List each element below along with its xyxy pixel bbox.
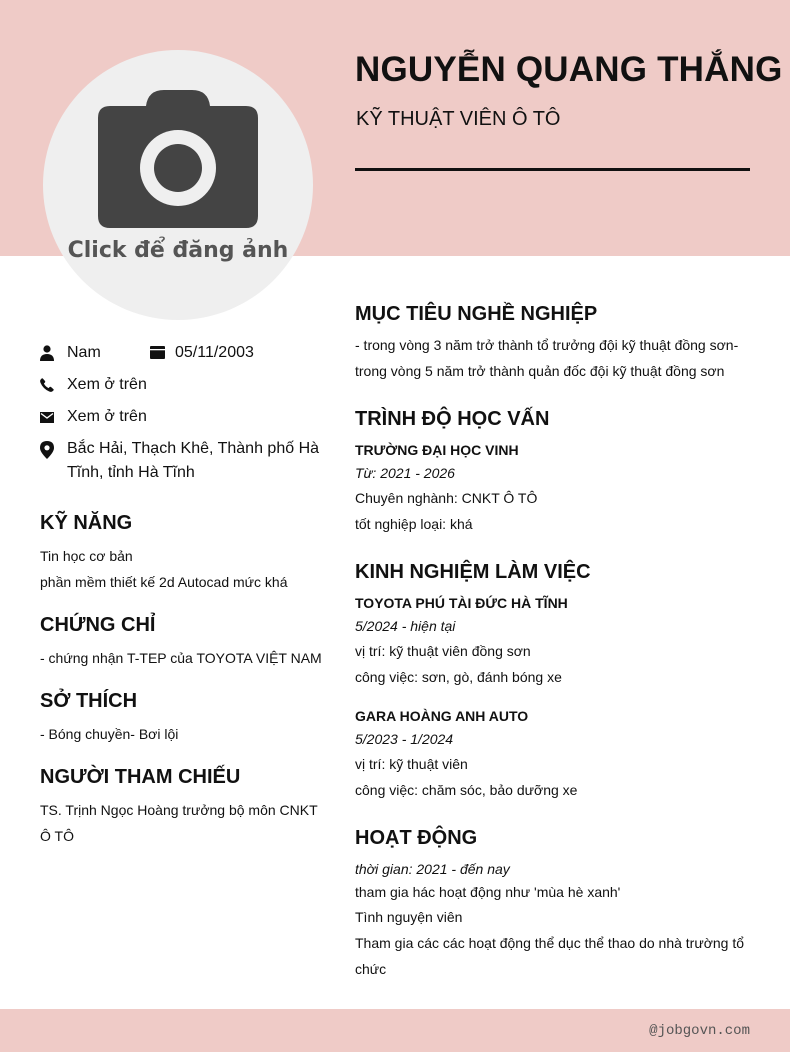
- address-line-2: Tĩnh, tỉnh Hà Tĩnh: [67, 464, 195, 481]
- gender-value: Nam: [67, 344, 101, 361]
- job-position: vị trí: kỹ thuật viên: [355, 756, 468, 772]
- objective-heading: MỤC TIÊU NGHỀ NGHIỆP: [355, 303, 598, 325]
- activity-line: chức: [355, 961, 387, 977]
- references-heading: NGƯỜI THAM CHIẾU: [40, 766, 241, 788]
- header-divider: [355, 168, 750, 171]
- avatar-upload[interactable]: [43, 50, 313, 320]
- mail-icon: [40, 412, 54, 423]
- footer-brand: @jobgovn.com: [649, 1023, 750, 1039]
- reference-line-1: TS. Trịnh Ngọc Hoàng trưởng bộ môn CNKT: [40, 802, 318, 818]
- job-position: vị trí: kỹ thuật viên đồng sơn: [355, 643, 531, 659]
- hobbies-heading: SỞ THÍCH: [40, 690, 138, 712]
- reference-line-2: Ô TÔ: [40, 828, 74, 844]
- activity-line: tham gia hác hoạt động như 'mùa hè xanh': [355, 884, 621, 900]
- objective-line-2: trong vòng 5 năm trở thành quản đốc đội kỹ thuật đồng sơn: [355, 363, 725, 379]
- skill-item: Tin học cơ bản: [40, 548, 133, 564]
- education-grade: tốt nghiệp loại: khá: [355, 516, 473, 532]
- experience-heading: KINH NGHIỆM LÀM VIỆC: [355, 561, 591, 583]
- certificate-item: - chứng nhận T-TEP của TOYOTA VIỆT NAM: [40, 650, 322, 666]
- activities-heading: HOẠT ĐỘNG: [355, 827, 478, 849]
- education-heading: TRÌNH ĐỘ HỌC VẤN: [355, 408, 550, 430]
- address-line-1: Bắc Hải, Thạch Khê, Thành phố Hà: [67, 440, 320, 457]
- job-company: GARA HOÀNG ANH AUTO: [355, 708, 529, 724]
- skill-item: phần mềm thiết kế 2d Autocad mức khá: [40, 574, 288, 590]
- job-duties: công việc: sơn, gò, đánh bóng xe: [355, 669, 562, 685]
- objective-line-1: - trong vòng 3 năm trở thành tổ trưởng đội kỹ thuật đồng sơn-: [355, 337, 739, 353]
- activities-period: thời gian: 2021 - đến nay: [355, 861, 510, 877]
- job-period: 5/2024 - hiện tại: [355, 618, 456, 634]
- education-major: Chuyên nghành: CNKT Ô TÔ: [355, 490, 538, 506]
- person-icon: [40, 345, 54, 361]
- job-company: TOYOTA PHÚ TÀI ĐỨC HÀ TĨNH: [355, 595, 568, 611]
- email-value: Xem ở trên: [67, 408, 147, 425]
- skills-heading: KỸ NĂNG: [40, 512, 133, 534]
- calendar-icon: [150, 346, 165, 359]
- location-pin-icon: [40, 441, 54, 459]
- candidate-name: NGUYỄN QUANG THẮNG: [355, 50, 783, 89]
- activity-line: Tình nguyện viên: [355, 909, 463, 925]
- education-period: Từ: 2021 - 2026: [355, 465, 455, 481]
- candidate-role: KỸ THUẬT VIÊN Ô TÔ: [356, 108, 561, 130]
- job-period: 5/2023 - 1/2024: [355, 731, 454, 747]
- education-school: TRƯỜNG ĐẠI HỌC VINH: [355, 442, 519, 458]
- birthday-value: 05/11/2003: [175, 344, 254, 361]
- activity-line: Tham gia các các hoạt động thể dục thể thao do nhà trường tổ: [355, 935, 745, 951]
- hobby-item: - Bóng chuyền- Bơi lội: [40, 726, 179, 742]
- phone-value: Xem ở trên: [67, 376, 147, 393]
- certificates-heading: CHỨNG CHỈ: [40, 614, 156, 636]
- phone-icon: [40, 377, 54, 393]
- job-duties: công việc: chăm sóc, bảo dưỡng xe: [355, 782, 578, 798]
- camera-icon: [96, 88, 260, 234]
- avatar-caption: Click để đăng ảnh: [67, 238, 289, 263]
